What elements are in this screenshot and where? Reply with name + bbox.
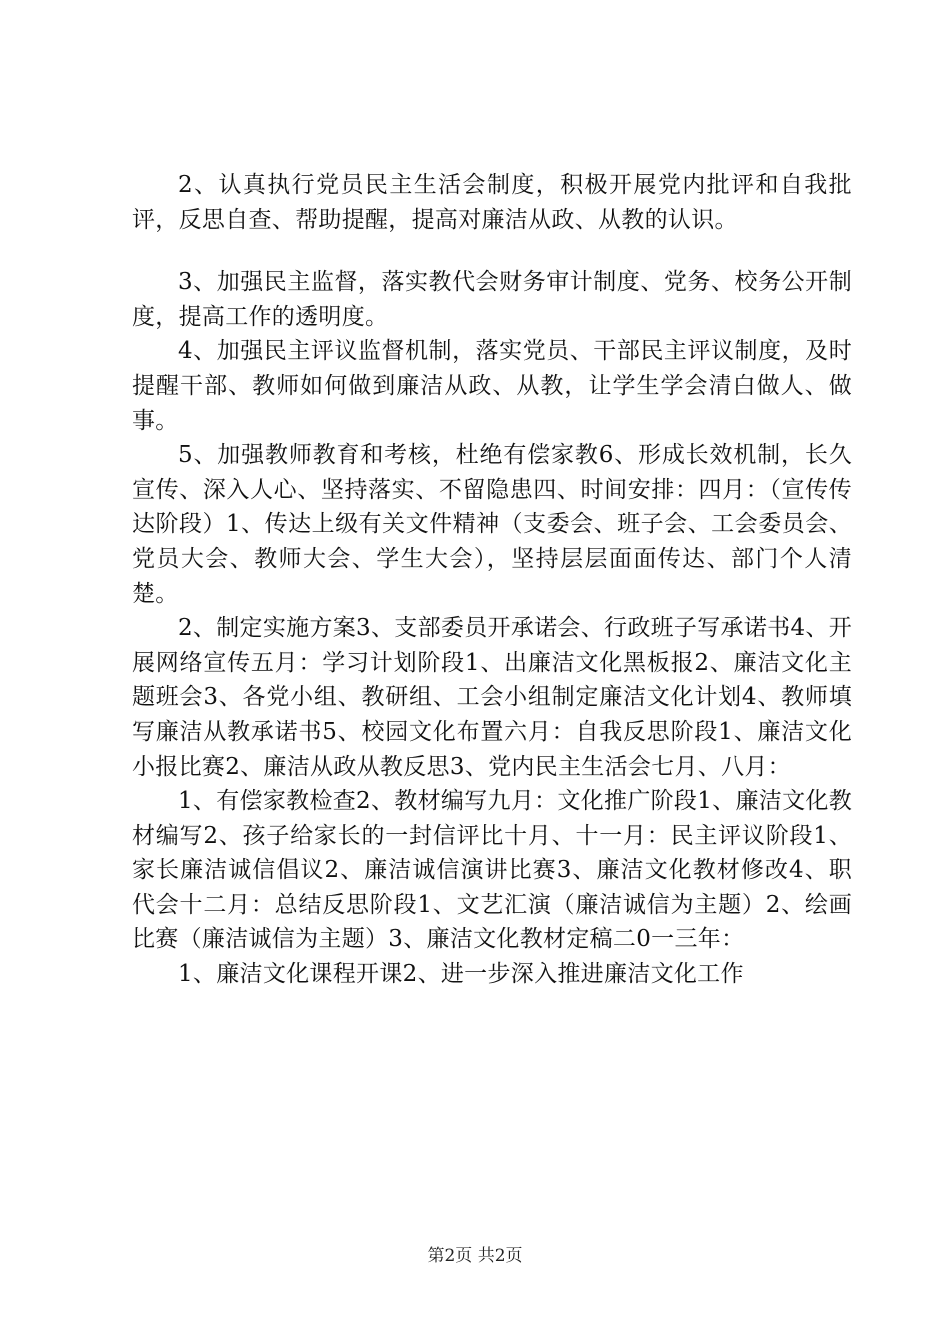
paragraph-4: 5、加强教师教育和考核，杜绝有偿家教6、形成长效机制，长久宣传、深入人心、坚持落实、不留隐患四、时间安排：四月：（宣传传达阶段）1、传达上级有关文件精神（支委会、班子会、工会委员会、党员大会、教师大会、学生大会），坚持层层面面传达、部门个人清楚。 (132, 442, 852, 607)
paragraph-6: 1、有偿家教检查2、教材编写九月：文化推广阶段1、廉洁文化教材编写2、孩子给家长的一封信评比十月、十一月：民主评议阶段1、家长廉洁诚信倡议2、廉洁诚信演讲比赛3、廉洁文化教材修改4、职代会十二月：总结反思阶段1、文艺汇演（廉洁诚信为主题）2、绘画比赛（廉洁诚信为主题）3、廉洁文化教材定稿二0一三年： (132, 788, 852, 953)
paragraph-2: 3、加强民主监督，落实教代会财务审计制度、党务、校务公开制度，提高工作的透明度。 (132, 269, 852, 330)
paragraph-3: 4、加强民主评议监督机制，落实党员、干部民主评议制度，及时提醒干部、教师如何做到廉洁从政、从教，让学生学会清白做人、做事。 (132, 338, 852, 434)
paragraph-1: 2、认真执行党员民主生活会制度，积极开展党内批评和自我批评，反思自查、帮助提醒，提高对廉洁从政、从教的认识。 (132, 172, 852, 233)
page-footer: 第2页 共2页 (427, 1246, 523, 1266)
paragraph-5: 2、制定实施方案3、支部委员开承诺会、行政班子写承诺书4、开展网络宣传五月：学习计划阶段1、出廉洁文化黑板报2、廉洁文化主题班会3、各党小组、教研组、工会小组制定廉洁文化计划4、教师填写廉洁从教承诺书5、校园文化布置六月：自我反思阶段1、廉洁文化小报比赛2、廉洁从政从教反思3、党内民主生活会七月、八月： (132, 615, 852, 780)
paragraph-7: 1、廉洁文化课程开课2、进一步深入推进廉洁文化工作 (178, 961, 744, 988)
document-body (132, 168, 852, 992)
